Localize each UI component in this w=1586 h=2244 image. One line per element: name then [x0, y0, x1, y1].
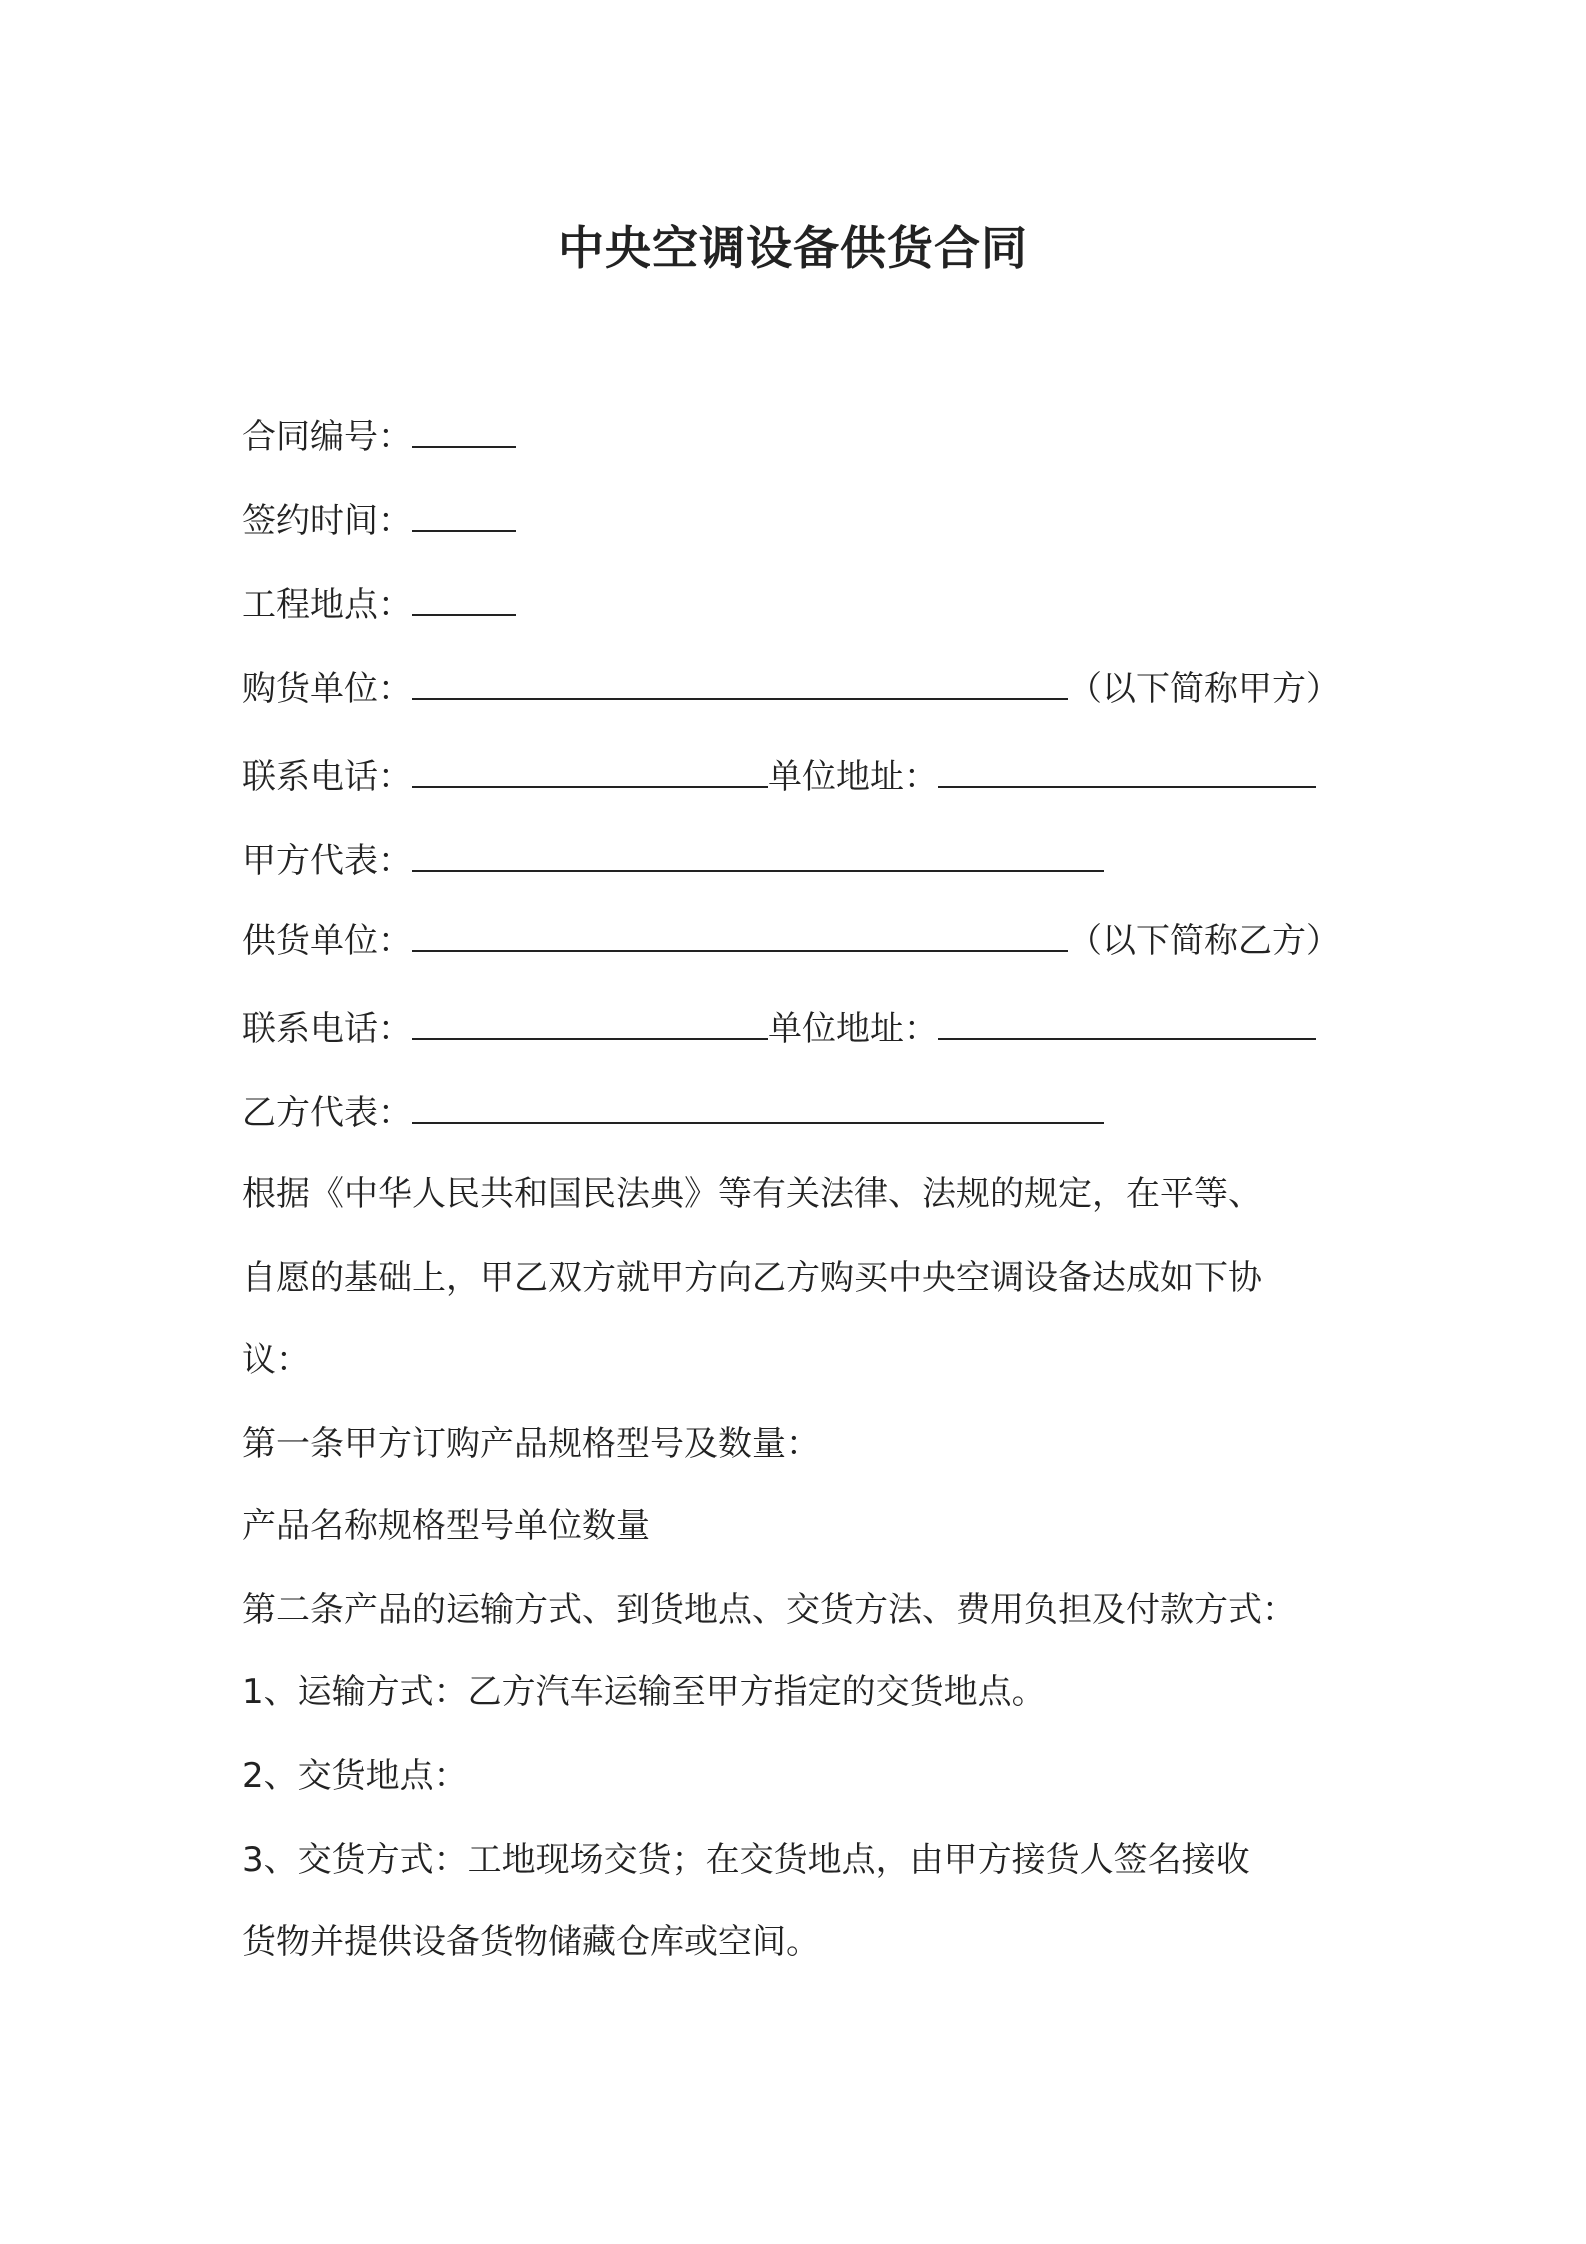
article-2-item-2: 2、交货地点：: [242, 1756, 468, 1796]
document-title: 中央空调设备供货合同: [558, 221, 1028, 275]
supplier-rep-line: [242, 1088, 1104, 1137]
buyer-contact-line: [242, 752, 1316, 801]
supplier-address-blank: [938, 1004, 1316, 1040]
buyer-rep-label: 甲方代表：: [242, 841, 412, 881]
buyer-phone-blank: [412, 752, 768, 788]
supplier-blank: [412, 916, 1068, 952]
article-1-columns: 产品名称规格型号单位数量: [242, 1506, 650, 1546]
supplier-phone-blank: [412, 1004, 768, 1040]
article-2-item-3-line-2: 货物并提供设备货物储藏仓库或空间。: [242, 1922, 820, 1962]
buyer-rep-blank: [412, 836, 1104, 872]
buyer-label: 购货单位：: [242, 669, 412, 709]
site-line: [242, 580, 516, 629]
sign-time-line: [242, 496, 516, 545]
supplier-label: 供货单位：: [242, 921, 412, 961]
contract-number-line: [242, 412, 516, 461]
article-2-heading: 第二条产品的运输方式、到货地点、交货方法、费用负担及付款方式：: [242, 1590, 1296, 1630]
article-2-item-1: 1、运输方式：乙方汽车运输至甲方指定的交货地点。: [242, 1672, 1046, 1712]
buyer-rep-line: [242, 836, 1104, 885]
buyer-phone-label: 联系电话：: [242, 757, 412, 797]
supplier-rep-blank: [412, 1088, 1104, 1124]
supplier-rep-label: 乙方代表：: [242, 1093, 412, 1133]
supplier-phone-label: 联系电话：: [242, 1009, 412, 1049]
supplier-suffix: （以下简称乙方）: [1068, 921, 1340, 961]
intro-paragraph-line-3: 议：: [242, 1340, 310, 1380]
buyer-suffix: （以下简称甲方）: [1068, 669, 1340, 709]
buyer-address-blank: [938, 752, 1316, 788]
buyer-blank: [412, 664, 1068, 700]
intro-paragraph-line-1: 根据《中华人民共和国民法典》等有关法律、法规的规定，在平等、: [242, 1174, 1262, 1214]
contract-number-blank: [412, 412, 516, 448]
supplier-line: [242, 916, 1340, 965]
buyer-address-label: 单位地址：: [768, 757, 938, 797]
intro-paragraph-line-2: 自愿的基础上，甲乙双方就甲方向乙方购买中央空调设备达成如下协: [242, 1258, 1262, 1298]
supplier-contact-line: [242, 1004, 1316, 1053]
sign-time-label: 签约时间：: [242, 501, 412, 541]
article-1-heading: 第一条甲方订购产品规格型号及数量：: [242, 1424, 820, 1464]
contract-number-label: 合同编号：: [242, 417, 412, 457]
site-label: 工程地点：: [242, 585, 412, 625]
sign-time-blank: [412, 496, 516, 532]
site-blank: [412, 580, 516, 616]
supplier-address-label: 单位地址：: [768, 1009, 938, 1049]
buyer-line: [242, 664, 1340, 713]
article-2-item-3-line-1: 3、交货方式：工地现场交货；在交货地点，由甲方接货人签名接收: [242, 1840, 1250, 1880]
